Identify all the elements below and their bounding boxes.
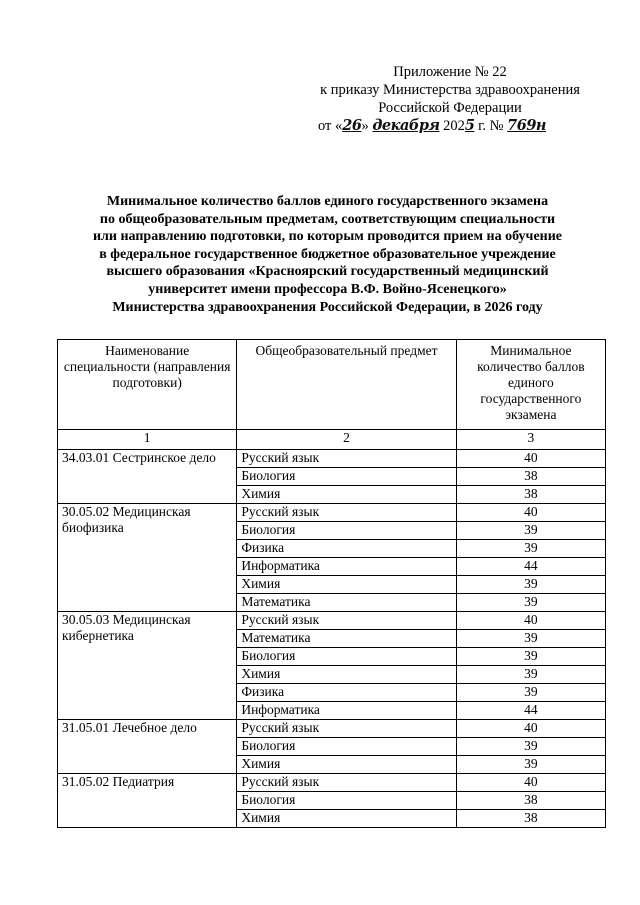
subject-cell: Физика [237,684,456,702]
subject-cell: Биология [237,522,456,540]
scores-table [57,339,606,828]
score-cell: 39 [456,738,605,756]
title-line: или направлению подготовки, по которым проводится прием на обучение [92,229,563,245]
score-cell: 39 [456,576,605,594]
score-cell: 40 [456,774,605,792]
subject-cell: Химия [237,666,456,684]
order-year-prefix: 202 [439,118,465,134]
score-cell: 39 [456,630,605,648]
table-row [58,612,606,630]
header-specialty: Наименование специальности (направления подготовки) [58,340,237,430]
subject-cell: Русский язык [237,450,456,468]
subject-cell: Русский язык [237,774,456,792]
order-mid: » [361,118,373,134]
specialty-cell: 31.05.02 Педиатрия [58,774,237,828]
score-cell: 39 [456,540,605,558]
title-line: Минимальное количество баллов единого государственного экзамена [106,194,549,209]
score-cell: 38 [456,792,605,810]
score-cell: 44 [456,558,605,576]
document-title [60,193,595,316]
appendix-number: Приложение № 22 [393,64,507,80]
subject-cell: Биология [237,792,456,810]
table-row [58,450,606,468]
score-cell: 40 [456,504,605,522]
score-cell: 39 [456,594,605,612]
subject-cell: Химия [237,810,456,828]
order-country: Российской Федерации [378,100,522,116]
table-header-row [58,340,606,430]
title-line: в федеральное государственное бюджетное образовательное учреждение [99,246,556,262]
subject-cell: Русский язык [237,612,456,630]
subject-cell: Биология [237,468,456,486]
order-month: декабря [372,117,440,134]
subject-cell: Биология [237,738,456,756]
score-cell: 39 [456,756,605,774]
appendix-header [300,63,600,117]
order-date-line [318,117,546,135]
order-g: г. № [474,118,508,134]
score-cell: 38 [456,810,605,828]
title-line: Министерства здравоохранения Российской Федерации, в 2026 году [112,299,543,315]
order-number: 769н [507,117,546,134]
subject-cell: Химия [237,486,456,504]
subject-cell: Физика [237,540,456,558]
title-line: университет имени профессора В.Ф. Войно-Ясенецкого» [148,281,507,297]
column-number-row [58,430,606,450]
subject-cell: Русский язык [237,720,456,738]
title-line: высшего образования «Красноярский государственный медицинский [106,264,549,280]
score-cell: 40 [456,450,605,468]
subject-cell: Математика [237,630,456,648]
score-cell: 39 [456,666,605,684]
score-cell: 38 [456,486,605,504]
specialty-cell: 30.05.03 Медицинская кибернетика [58,612,237,720]
table-row [58,774,606,792]
subject-cell: Химия [237,756,456,774]
specialty-cell: 31.05.01 Лечебное дело [58,720,237,774]
score-cell: 40 [456,720,605,738]
subject-cell: Информатика [237,558,456,576]
subject-cell: Биология [237,648,456,666]
score-cell: 39 [456,648,605,666]
header-subject: Общеобразовательный предмет [237,340,456,430]
header-score: Минимальное количество баллов единого государственного экзамена [456,340,605,430]
column-number: 3 [456,430,605,450]
table-row [58,504,606,522]
score-cell: 44 [456,702,605,720]
score-cell: 40 [456,612,605,630]
title-line: по общеобразовательным предметам, соответствующим специальности [99,211,556,227]
score-cell: 39 [456,684,605,702]
order-prefix: от « [318,118,343,134]
specialty-cell: 30.05.02 Медицинская биофизика [58,504,237,612]
column-number: 1 [58,430,237,450]
score-cell: 39 [456,522,605,540]
subject-cell: Информатика [237,702,456,720]
subject-cell: Математика [237,594,456,612]
subject-cell: Химия [237,576,456,594]
order-year-suffix: 5 [464,117,475,134]
subject-cell: Русский язык [237,504,456,522]
table-row [58,720,606,738]
specialty-cell: 34.03.01 Сестринское дело [58,450,237,504]
order-issuer: к приказу Министерства здравоохранения [320,82,580,98]
column-number: 2 [237,430,456,450]
order-day: 26 [342,117,362,134]
score-cell: 38 [456,468,605,486]
